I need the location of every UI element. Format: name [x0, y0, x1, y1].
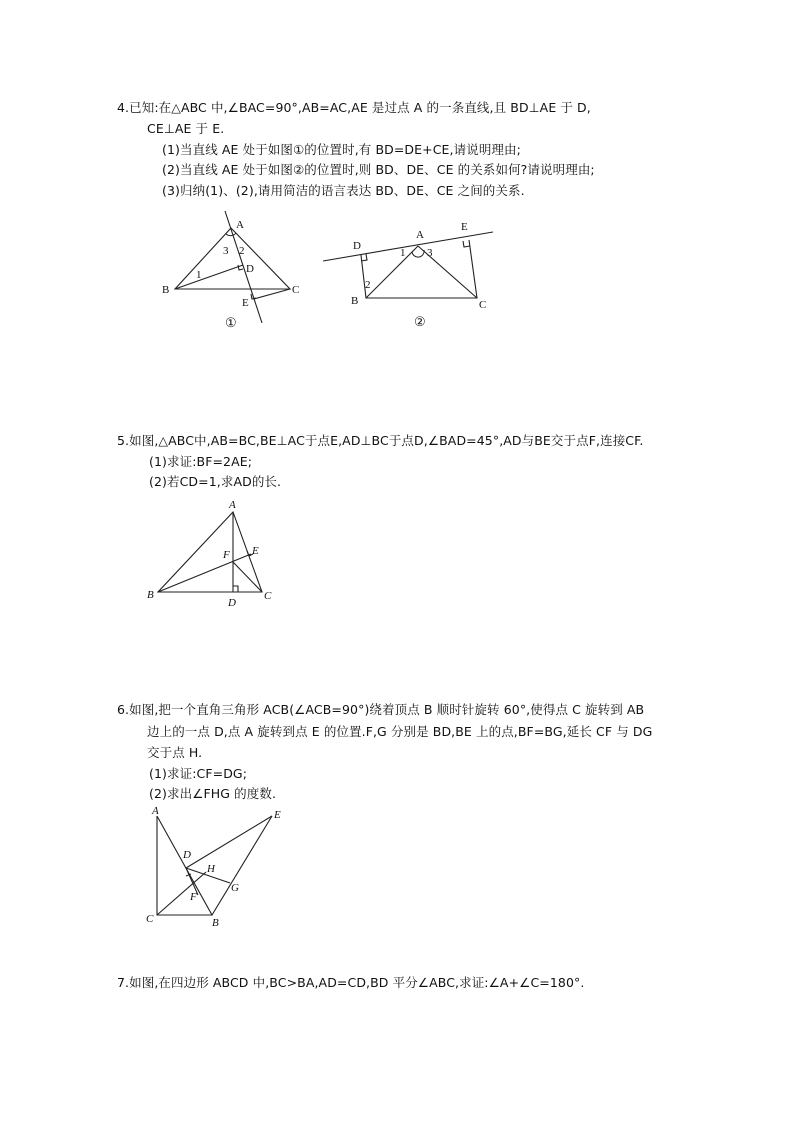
problem6-label-E: E — [274, 809, 281, 821]
problem5-figure-lines — [158, 512, 262, 592]
figure2-label-B: B — [351, 295, 359, 307]
problem6-label-C: C — [146, 913, 154, 925]
problem5-label-B: B — [147, 589, 154, 601]
figure1-angle-2: 2 — [239, 245, 245, 257]
problem4-question2: (2)当直线 AE 处于如图②的位置时,则 BD、DE、CE 的关系如何?请说明理由; — [162, 162, 595, 177]
figure2-angle-1: 1 — [400, 247, 406, 259]
figure1-label-E: E — [242, 297, 249, 309]
figure2-caption: ② — [414, 314, 426, 329]
problem5-stem-line1: 5.如图,△ABC中,AB=BC,BE⊥AC于点E,AD⊥BC于点D,∠BAD=45°,AD与BE交于点F,连接CF. — [117, 433, 644, 448]
problem6-label-B: B — [212, 917, 219, 929]
problem6-stem-line3: 交于点 H. — [147, 745, 203, 760]
figure2-angle-3: 3 — [427, 247, 433, 259]
problem5-question2: (2)若CD=1,求AD的长. — [149, 474, 282, 489]
figure1-caption: ① — [225, 315, 237, 330]
figure2-label-D: D — [353, 240, 361, 252]
problem4-figure1 — [150, 208, 310, 343]
figure1-label-C: C — [292, 284, 300, 296]
problem6-label-H: H — [207, 863, 215, 875]
problem5-label-C: C — [264, 590, 272, 602]
figure2-label-A: A — [416, 229, 424, 241]
problem6-label-D: D — [183, 849, 191, 861]
problem6-label-F: F — [190, 891, 197, 903]
problem6-figure — [140, 805, 300, 930]
problem4-question3: (3)归纳(1)、(2),请用简洁的语言表达 BD、DE、CE 之间的关系. — [162, 183, 525, 198]
figure1-label-D: D — [246, 263, 254, 275]
figure2-label-E: E — [461, 221, 468, 233]
problem6-question2: (2)求出∠FHG 的度数. — [149, 786, 277, 801]
problem5-question1: (1)求证:BF=2AE; — [149, 454, 253, 469]
problem6-stem-line2: 边上的一点 D,点 A 旋转到点 E 的位置.F,G 分别是 BD,BE 上的点,BF=BG,延长 CF 与 DG — [147, 724, 653, 739]
figure1-label-B: B — [162, 284, 170, 296]
problem5-label-A: A — [229, 499, 236, 511]
figure1-lines — [175, 211, 290, 323]
problem6-stem-line1: 6.如图,把一个直角三角形 ACB(∠ACB=90°)绕着顶点 B 顺时针旋转 60°,使得点 C 旋转到 AB — [117, 702, 645, 717]
figure2-label-C: C — [479, 299, 487, 311]
problem4-stem-line2: CE⊥AE 于 E. — [147, 121, 225, 136]
problem6-label-G: G — [231, 882, 239, 894]
problem4-question1: (1)当直线 AE 处于如图①的位置时,有 BD=DE+CE,请说明理由; — [162, 142, 521, 157]
figure1-label-A: A — [236, 219, 244, 231]
problem5-label-F: F — [223, 549, 230, 561]
problem6-label-A: A — [152, 805, 159, 817]
problem7-stem-line1: 7.如图,在四边形 ABCD 中,BC>BA,AD=CD,BD 平分∠ABC,求证:∠A+∠C=180°. — [117, 975, 585, 990]
problem5-label-D: D — [228, 597, 236, 609]
problem5-label-E: E — [252, 545, 259, 557]
figure2-angle-2: 2 — [365, 279, 371, 291]
figure1-angle-1: 1 — [196, 269, 202, 281]
figure2-lines — [323, 232, 493, 298]
problem4-stem-line1: 4.已知:在△ABC 中,∠BAC=90°,AB=AC,AE 是过点 A 的一条直线,且 BD⊥AE 于 D, — [117, 100, 591, 115]
problem4-figure2 — [320, 218, 500, 330]
problem6-question1: (1)求证:CF=DG; — [149, 766, 248, 781]
figure1-angle-3: 3 — [223, 245, 229, 257]
problem5-figure — [140, 495, 290, 615]
